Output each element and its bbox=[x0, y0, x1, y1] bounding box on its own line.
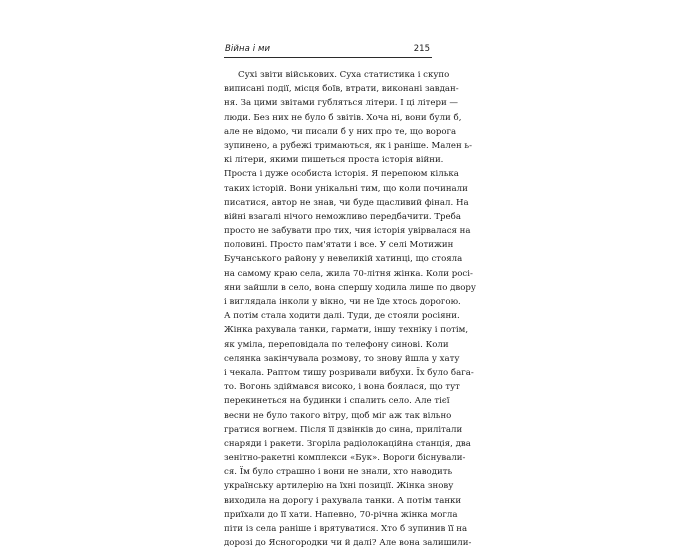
text-line: писатися, автор не знав, чи буде щасливий фінал. На bbox=[224, 197, 469, 208]
text-line: яни зайшли в село, вона спершу ходила лише по двору bbox=[224, 282, 476, 293]
text-line: весни не було такого вітру, щоб міг аж так вільно bbox=[224, 410, 452, 421]
text-line: просто не забувати про тих, чия історія увірвалася на bbox=[224, 226, 471, 237]
text-line: і виглядала інколи у вікно, чи не їде хтось дорогою. bbox=[224, 297, 461, 307]
text-line: селянка закінчувала розмову, то знову йшла у хату bbox=[224, 353, 460, 364]
text-line: снаряди і ракети. Згоріла радіолокаційна станція, два bbox=[224, 438, 471, 449]
running-header bbox=[224, 43, 432, 58]
text-line: виходила на дорогу і рахувала танки. А потім танки bbox=[224, 495, 462, 506]
text-line: на самому краю села, жила 70-літня жінка. Коли росі- bbox=[224, 268, 473, 279]
text-line: зупинено, а рубежі тримаються, як і раніше. Мален ь- bbox=[224, 140, 472, 151]
text-line: половині. Просто пам'ятати і все. У селі Мотижин bbox=[224, 240, 454, 251]
text-line: гратися вогнем. Після її дзвінків до сина, прилітали bbox=[224, 424, 463, 435]
chapter-title: Війна і ми bbox=[225, 44, 271, 54]
page-number: 215 bbox=[413, 44, 430, 54]
text-line: війні взагалі нічого неможливо передбачити. Треба bbox=[224, 211, 461, 222]
text-line: українську артилерію на їхні позиції. Жінка знову bbox=[224, 481, 454, 492]
text-line: ся. Їм було страшно і вони не знали, хто наводить bbox=[224, 467, 453, 478]
text-line: але не відомо, чи писали б у них про те, що ворога bbox=[224, 126, 457, 137]
text-line: як уміла, переповідала по телефону синові. Коли bbox=[224, 339, 449, 350]
text-line: зенітно-ракетні комплекси «Бук». Вороги біснували- bbox=[224, 453, 466, 464]
text-line: Бучанського району у невеликій хатинці, що стояла bbox=[224, 254, 463, 265]
text-line: і чекала. Раптом тишу розривали вибухи. Їх було бага- bbox=[224, 367, 474, 378]
text-line: Проста і дуже особиста історія. Я перепоюм кілька bbox=[224, 169, 459, 180]
text-line: Сухі звіти військових. Суха статистика і скупо bbox=[238, 70, 450, 80]
body-text bbox=[224, 68, 476, 550]
text-line: таких історій. Вони унікальні тим, що коли починали bbox=[224, 183, 468, 194]
text-line: люди. Без них не було б звітів. Хоча ні, вони були б, bbox=[224, 112, 462, 123]
text-line: кі літери, якими пишеться проста історія війни. bbox=[224, 155, 444, 166]
text-line: ня. За цими звітами губляться літери. І ці літери — bbox=[224, 98, 459, 109]
text-line: Жінка рахувала танки, гармати, іншу техніку і потім, bbox=[224, 325, 469, 336]
text-line: перекинеться на будинки і спалить село. Але тієї bbox=[224, 396, 450, 407]
text-line: дорозі до Ясногородки чи й далі? Але вона залишили- bbox=[224, 538, 472, 549]
text-line: приїхали до її хати. Напевно, 70-річна жінка могла bbox=[224, 509, 458, 520]
text-line: піти із села раніше і врятуватися. Хто б зупинив її на bbox=[224, 524, 468, 534]
text-line: А потім стала ходити далі. Туди, де стояли росіяни. bbox=[224, 311, 460, 322]
text-line: то. Вогонь здіймався високо, і вона боялася, що тут bbox=[224, 382, 460, 393]
text-line: виписані події, місця боїв, втрати, виконані завдан- bbox=[224, 84, 459, 95]
